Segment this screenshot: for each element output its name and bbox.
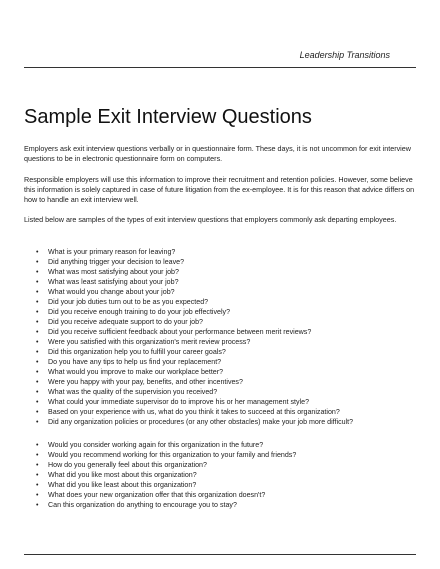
question-item — [36, 407, 353, 417]
question-text: Did your job duties turn out to be as you expected? — [48, 298, 209, 306]
question-item — [36, 347, 353, 357]
question-list-main — [36, 247, 354, 427]
bullet-icon: • — [36, 388, 39, 396]
bullet-icon: • — [36, 318, 39, 326]
bullet-icon: • — [36, 268, 39, 276]
question-text: What could your immediate supervisor do to improve his or her management style? — [48, 398, 310, 406]
question-item — [36, 387, 353, 397]
question-item — [36, 470, 296, 480]
question-text: Would you consider working again for this organization in the future? — [48, 441, 264, 449]
bullet-icon: • — [36, 418, 39, 426]
bullet-icon: • — [36, 398, 39, 406]
question-text: What did you like most about this organization? — [48, 471, 197, 479]
bullet-icon: • — [36, 441, 39, 449]
question-text: What was least satisfying about your job? — [48, 278, 179, 286]
question-item — [36, 500, 296, 510]
question-item — [36, 440, 296, 450]
question-text: What does your new organization offer that this organization doesn't? — [48, 491, 266, 499]
question-item — [36, 450, 297, 460]
question-item — [36, 490, 296, 500]
question-item — [36, 327, 353, 337]
header-divider — [24, 67, 416, 68]
question-item — [36, 247, 353, 257]
bullet-icon: • — [36, 278, 39, 286]
question-text: What was most satisfying about your job? — [48, 268, 179, 276]
bullet-icon: • — [36, 288, 39, 296]
question-text: Did this organization help you to fulfill your career goals? — [48, 348, 226, 356]
question-text: Did you receive sufficient feedback about your performance between merit reviews? — [48, 328, 312, 336]
bullet-icon: • — [36, 348, 39, 356]
question-text: Would you recommend working for this organization to your family and friends? — [48, 451, 297, 459]
question-item — [36, 307, 353, 317]
question-text: Did you receive adequate support to do your job? — [48, 318, 203, 326]
question-text: What is your primary reason for leaving? — [48, 248, 176, 256]
question-item — [36, 417, 354, 427]
question-item — [36, 397, 353, 407]
bullet-icon: • — [36, 491, 39, 499]
question-text: Can this organization do anything to encourage you to stay? — [48, 501, 237, 509]
bullet-icon: • — [36, 358, 39, 366]
question-text: How do you generally feel about this organization? — [48, 461, 207, 469]
question-list-future — [36, 440, 297, 510]
question-text: What was the quality of the supervision you received? — [48, 388, 218, 396]
question-item — [36, 377, 353, 387]
bullet-icon: • — [36, 368, 39, 376]
question-item — [36, 277, 353, 287]
bullet-icon: • — [36, 408, 39, 416]
question-text: Were you satisfied with this organization's merit review process? — [48, 338, 251, 346]
question-item — [36, 297, 353, 307]
list-intro-paragraph: Listed below are samples of the types of exit interview questions that employers commonly ask departing employees. — [24, 215, 397, 224]
bullet-icon: • — [36, 451, 39, 459]
bullet-icon: • — [36, 471, 39, 479]
bullet-icon: • — [36, 258, 39, 266]
bullet-icon: • — [36, 501, 39, 509]
question-item — [36, 480, 296, 490]
question-item — [36, 337, 353, 347]
question-text: Do you have any tips to help us find your replacement? — [48, 358, 222, 366]
page-header — [24, 50, 416, 70]
header-title: Leadership Transitions — [299, 50, 390, 60]
bullet-icon: • — [36, 298, 39, 306]
question-item — [36, 267, 353, 277]
question-text: What would you improve to make our workplace better? — [48, 368, 224, 376]
bullet-icon: • — [36, 308, 39, 316]
question-item — [36, 367, 353, 377]
question-item — [36, 317, 353, 327]
footer-divider — [24, 554, 416, 555]
question-item — [36, 357, 353, 367]
question-item — [36, 287, 353, 297]
purpose-paragraph: Responsible employers will use this information to improve their recruitment and retention policies. However, some believe this information is solely captured in case of future litigation from the ex-employee. It is for this reason that advice differs on how to handle an exit interview well. — [24, 175, 415, 204]
bullet-icon: • — [36, 328, 39, 336]
bullet-icon: • — [36, 378, 39, 386]
page-title: Sample Exit Interview Questions — [24, 106, 312, 128]
bullet-icon: • — [36, 461, 39, 469]
question-item — [36, 460, 296, 470]
question-text: What would you change about your job? — [48, 288, 175, 296]
question-text: Were you happy with your pay, benefits, and other incentives? — [48, 378, 243, 386]
question-text: Did you receive enough training to do your job effectively? — [48, 308, 231, 316]
intro-paragraph: Employers ask exit interview questions verbally or in questionnaire form. These days, it is not uncommon for exit interview questions to be in electronic questionnaire form on computers. — [24, 144, 411, 163]
question-text: Did anything trigger your decision to leave? — [48, 258, 185, 266]
bullet-icon: • — [36, 248, 39, 256]
question-text: Based on your experience with us, what do you think it takes to succeed at this organization? — [48, 408, 340, 416]
question-text: Did any organization policies or procedures (or any other obstacles) make your job more difficult? — [48, 418, 354, 426]
question-item — [36, 257, 353, 267]
bullet-icon: • — [36, 481, 39, 489]
question-text: What did you like least about this organization? — [48, 481, 197, 489]
bullet-icon: • — [36, 338, 39, 346]
